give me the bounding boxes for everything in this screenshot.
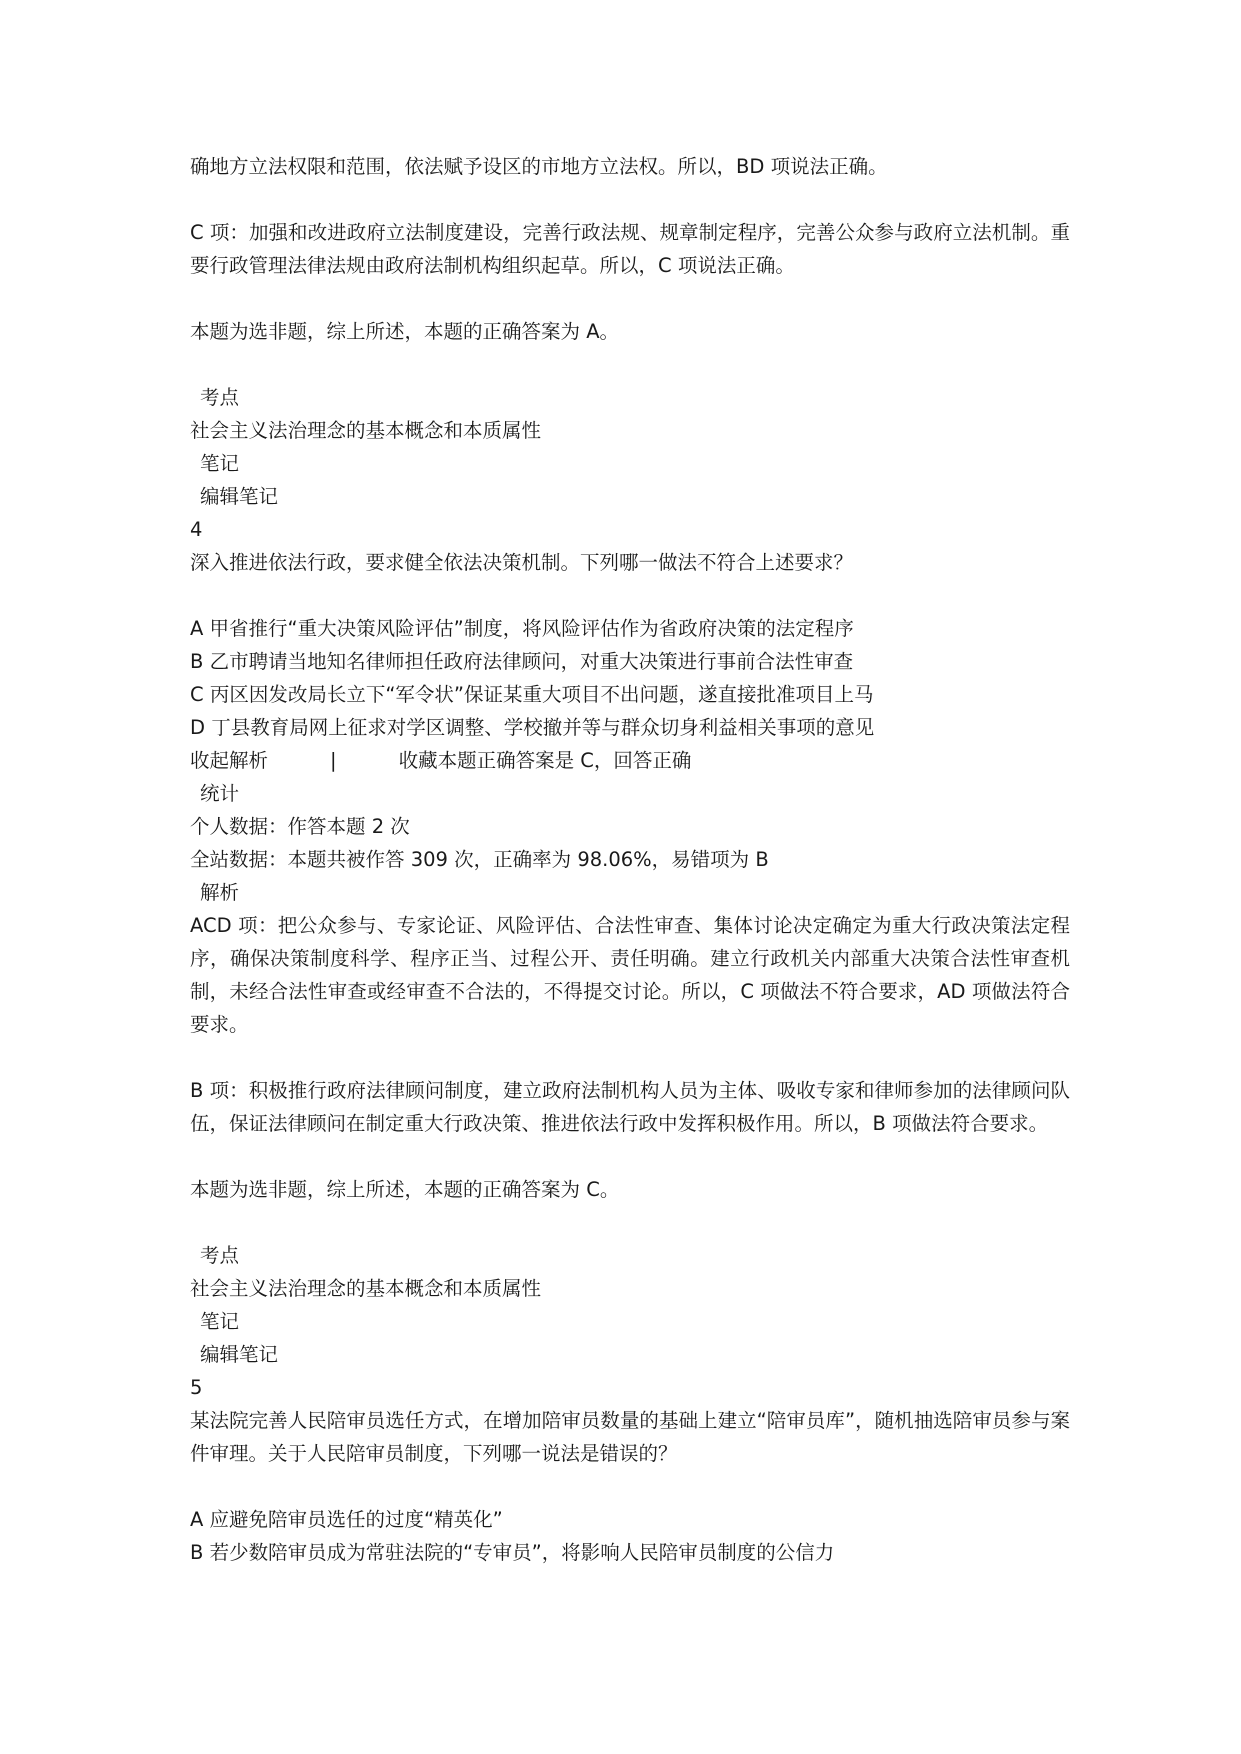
collapse-analysis-link[interactable]: 收起解析	[190, 749, 269, 772]
option-a[interactable]: A 应避免陪审员选任的过度“精英化”	[190, 1508, 503, 1531]
blank-line	[190, 183, 1070, 216]
option-c[interactable]: C 丙区因发改局长立下“军令状”保证某重大项目不出问题，遂直接批准项目上马	[190, 683, 874, 706]
analysis-action-row	[190, 744, 1070, 777]
blank-line	[190, 348, 1070, 381]
separator: |	[330, 749, 337, 772]
option-b[interactable]: B 乙市聘请当地知名律师担任政府法律顾问，对重大决策进行事前合法性审查	[190, 650, 854, 673]
analysis-bd-line: 确地方立法权限和范围，依法赋予设区的市地方立法权。所以，BD 项说法正确。	[190, 155, 888, 178]
note-label: 笔记	[200, 1310, 240, 1333]
question-number: 4	[190, 518, 203, 541]
kaodian-value: 社会主义法治理念的基本概念和本质属性	[190, 1277, 542, 1300]
stats-label: 统计	[200, 782, 240, 805]
option-d[interactable]: D 丁县教育局网上征求对学区调整、学校撤并等与群众切身利益相关事项的意见	[190, 716, 875, 739]
option-b[interactable]: B 若少数陪审员成为常驻法院的“专审员”，将影响人民陪审员制度的公信力	[190, 1541, 835, 1564]
favorite-answer-link[interactable]: 收藏本题正确答案是 C，回答正确	[398, 749, 692, 772]
blank-line	[190, 1140, 1070, 1173]
edit-note-link[interactable]: 编辑笔记	[200, 1343, 279, 1366]
note-label: 笔记	[200, 452, 240, 475]
answer-conclusion: 本题为选非题，综上所述，本题的正确答案为 C。	[190, 1178, 620, 1201]
question-options	[190, 1503, 1070, 1569]
question-stem: 深入推进依法行政，要求健全依法决策机制。下列哪一做法不符合上述要求？	[190, 551, 854, 574]
personal-stats: 个人数据：作答本题 2 次	[190, 815, 410, 838]
question-number: 5	[190, 1376, 203, 1399]
blank-line	[190, 282, 1070, 315]
analysis-b-paragraph: B 项：积极推行政府法律顾问制度，建立政府法制机构人员为主体、吸收专家和律师参加的法律顾问队伍，保证法律顾问在制定重大行政决策、推进依法行政中发挥积极作用。所以，B 项做法符合要求。	[190, 1079, 1070, 1135]
question-stem: 某法院完善人民陪审员选任方式，在增加陪审员数量的基础上建立“陪审员库”，随机抽选陪审员参与案件审理。关于人民陪审员制度，下列哪一说法是错误的？	[190, 1409, 1070, 1465]
analysis-acd-paragraph: ACD 项：把公众参与、专家论证、风险评估、合法性审查、集体讨论决定确定为重大行政决策法定程序，确保决策制度科学、程序正当、过程公开、责任明确。建立行政机关内部重大决策合法性审查机制，未经合法性审查或经审查不合法的，不得提交讨论。所以，C 项做法不符合要求，AD 项做法符合要求。	[190, 914, 1070, 1036]
blank-line	[190, 1470, 1070, 1503]
blank-line	[190, 1041, 1070, 1074]
answer-conclusion: 本题为选非题，综上所述，本题的正确答案为 A。	[190, 320, 620, 343]
blank-line	[190, 1206, 1070, 1239]
kaodian-value: 社会主义法治理念的基本概念和本质属性	[190, 419, 542, 442]
document-content	[190, 150, 1070, 1569]
kaodian-label: 考点	[200, 1244, 240, 1267]
edit-note-link[interactable]: 编辑笔记	[200, 485, 279, 508]
analysis-c-paragraph: C 项：加强和改进政府立法制度建设，完善行政法规、规章制定程序，完善公众参与政府立法机制。重要行政管理法律法规由政府法制机构组织起草。所以，C 项说法正确。	[190, 221, 1070, 277]
question-options	[190, 612, 1070, 744]
blank-line	[190, 579, 1070, 612]
kaodian-label: 考点	[200, 386, 240, 409]
option-a[interactable]: A 甲省推行“重大决策风险评估”制度，将风险评估作为省政府决策的法定程序	[190, 617, 854, 640]
analysis-label: 解析	[200, 881, 240, 904]
site-stats: 全站数据：本题共被作答 309 次，正确率为 98.06%，易错项为 B	[190, 848, 769, 871]
